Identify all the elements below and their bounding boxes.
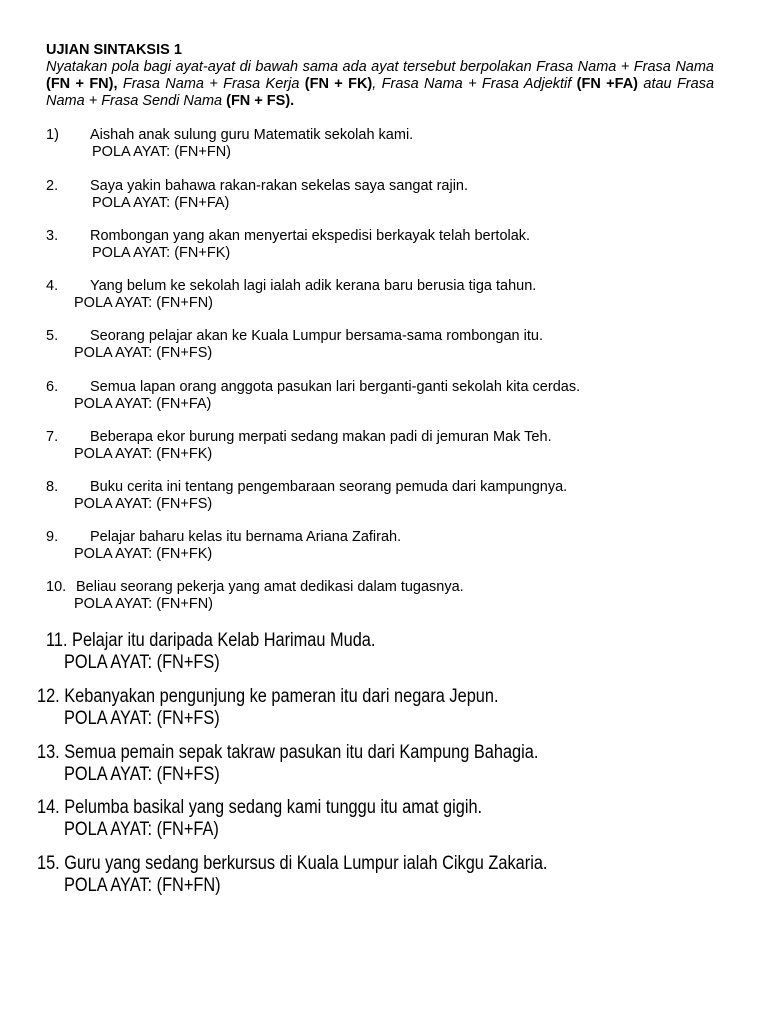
question-sentence: Yang belum ke sekolah lagi ialah adik kerana baru berusia tiga tahun.	[90, 278, 537, 294]
instructions-text-4: atau Frasa Nama + Frasa Sendi Nama	[46, 76, 715, 109]
question-sentence: Semua lapan orang anggota pasukan lari berganti-ganti sekolah kita cerdas.	[90, 379, 581, 395]
question-number: 7.	[46, 429, 59, 445]
document-title: UJIAN SINTAKSIS 1	[46, 42, 182, 58]
pola-answer: POLA AYAT: (FN+FN)	[74, 596, 213, 612]
question-number: 3.	[46, 228, 59, 244]
question-sentence: 14. Pelumba basikal yang sedang kami tunggu itu amat gigih.	[37, 797, 483, 818]
question-number: 6.	[46, 379, 59, 395]
instructions-code-fn-fa: (FN +FA)	[576, 76, 639, 92]
pola-answer: POLA AYAT: (FN+FN)	[64, 875, 221, 896]
pola-answer: POLA AYAT: (FN+FN)	[74, 295, 213, 311]
question-sentence: 11. Pelajar itu daripada Kelab Harimau Muda.	[46, 630, 376, 651]
question-sentence: Buku cerita ini tentang pengembaraan seorang pemuda dari kampungnya.	[90, 479, 568, 495]
instructions-text-1: Nyatakan pola bagi ayat-ayat di bawah sama ada ayat tersebut berpolakan Frasa Nama + Frasa Nama	[46, 59, 714, 75]
pola-answer: POLA AYAT: (FN+FA)	[92, 195, 230, 211]
question-sentence: Beliau seorang pekerja yang amat dedikasi dalam tugasnya.	[76, 579, 464, 595]
instructions-code-fn-fs: (FN + FS).	[226, 93, 295, 109]
question-number: 8.	[46, 479, 59, 495]
question-number: 9.	[46, 529, 59, 545]
pola-answer: POLA AYAT: (FN+FS)	[74, 496, 213, 512]
instructions-code-fn-fn: (FN + FN),	[46, 76, 118, 92]
question-number: 4.	[46, 278, 59, 294]
pola-answer: POLA AYAT: (FN+FS)	[64, 652, 220, 673]
pola-answer: POLA AYAT: (FN+FS)	[64, 708, 220, 729]
instructions-code-fn-fk: (FN + FK)	[304, 76, 373, 92]
pola-answer: POLA AYAT: (FN+FN)	[92, 144, 231, 160]
question-sentence: Rombongan yang akan menyertai ekspedisi berkayak telah bertolak.	[90, 228, 531, 244]
question-sentence: Pelajar baharu kelas itu bernama Ariana Zafirah.	[90, 529, 402, 545]
instructions-text-2: Frasa Nama + Frasa Kerja	[122, 76, 300, 92]
instructions	[46, 59, 714, 110]
pola-answer: POLA AYAT: (FN+FK)	[74, 546, 213, 562]
question-sentence: Aishah anak sulung guru Matematik sekolah kami.	[90, 127, 414, 143]
question-sentence: Beberapa ekor burung merpati sedang makan padi di jemuran Mak Teh.	[90, 429, 552, 445]
pola-answer: POLA AYAT: (FN+FK)	[92, 245, 231, 261]
pola-answer: POLA AYAT: (FN+FS)	[74, 345, 213, 361]
question-number: 1)	[46, 127, 59, 143]
question-sentence: 15. Guru yang sedang berkursus di Kuala Lumpur ialah Cikgu Zakaria.	[37, 853, 548, 874]
question-sentence: Seorang pelajar akan ke Kuala Lumpur bersama-sama rombongan itu.	[90, 328, 543, 344]
question-number: 10.	[46, 579, 67, 595]
instructions-text-3: , Frasa Nama + Frasa Adjektif	[372, 76, 572, 92]
pola-answer: POLA AYAT: (FN+FS)	[64, 764, 220, 785]
pola-answer: POLA AYAT: (FN+FA)	[74, 396, 212, 412]
question-number: 2.	[46, 178, 59, 194]
question-sentence: Saya yakin bahawa rakan-rakan sekelas saya sangat rajin.	[90, 178, 469, 194]
pola-answer: POLA AYAT: (FN+FA)	[64, 819, 219, 840]
pola-answer: POLA AYAT: (FN+FK)	[74, 446, 213, 462]
question-number: 5.	[46, 328, 59, 344]
question-sentence: 13. Semua pemain sepak takraw pasukan itu dari Kampung Bahagia.	[37, 742, 539, 763]
question-sentence: 12. Kebanyakan pengunjung ke pameran itu dari negara Jepun.	[37, 686, 499, 707]
